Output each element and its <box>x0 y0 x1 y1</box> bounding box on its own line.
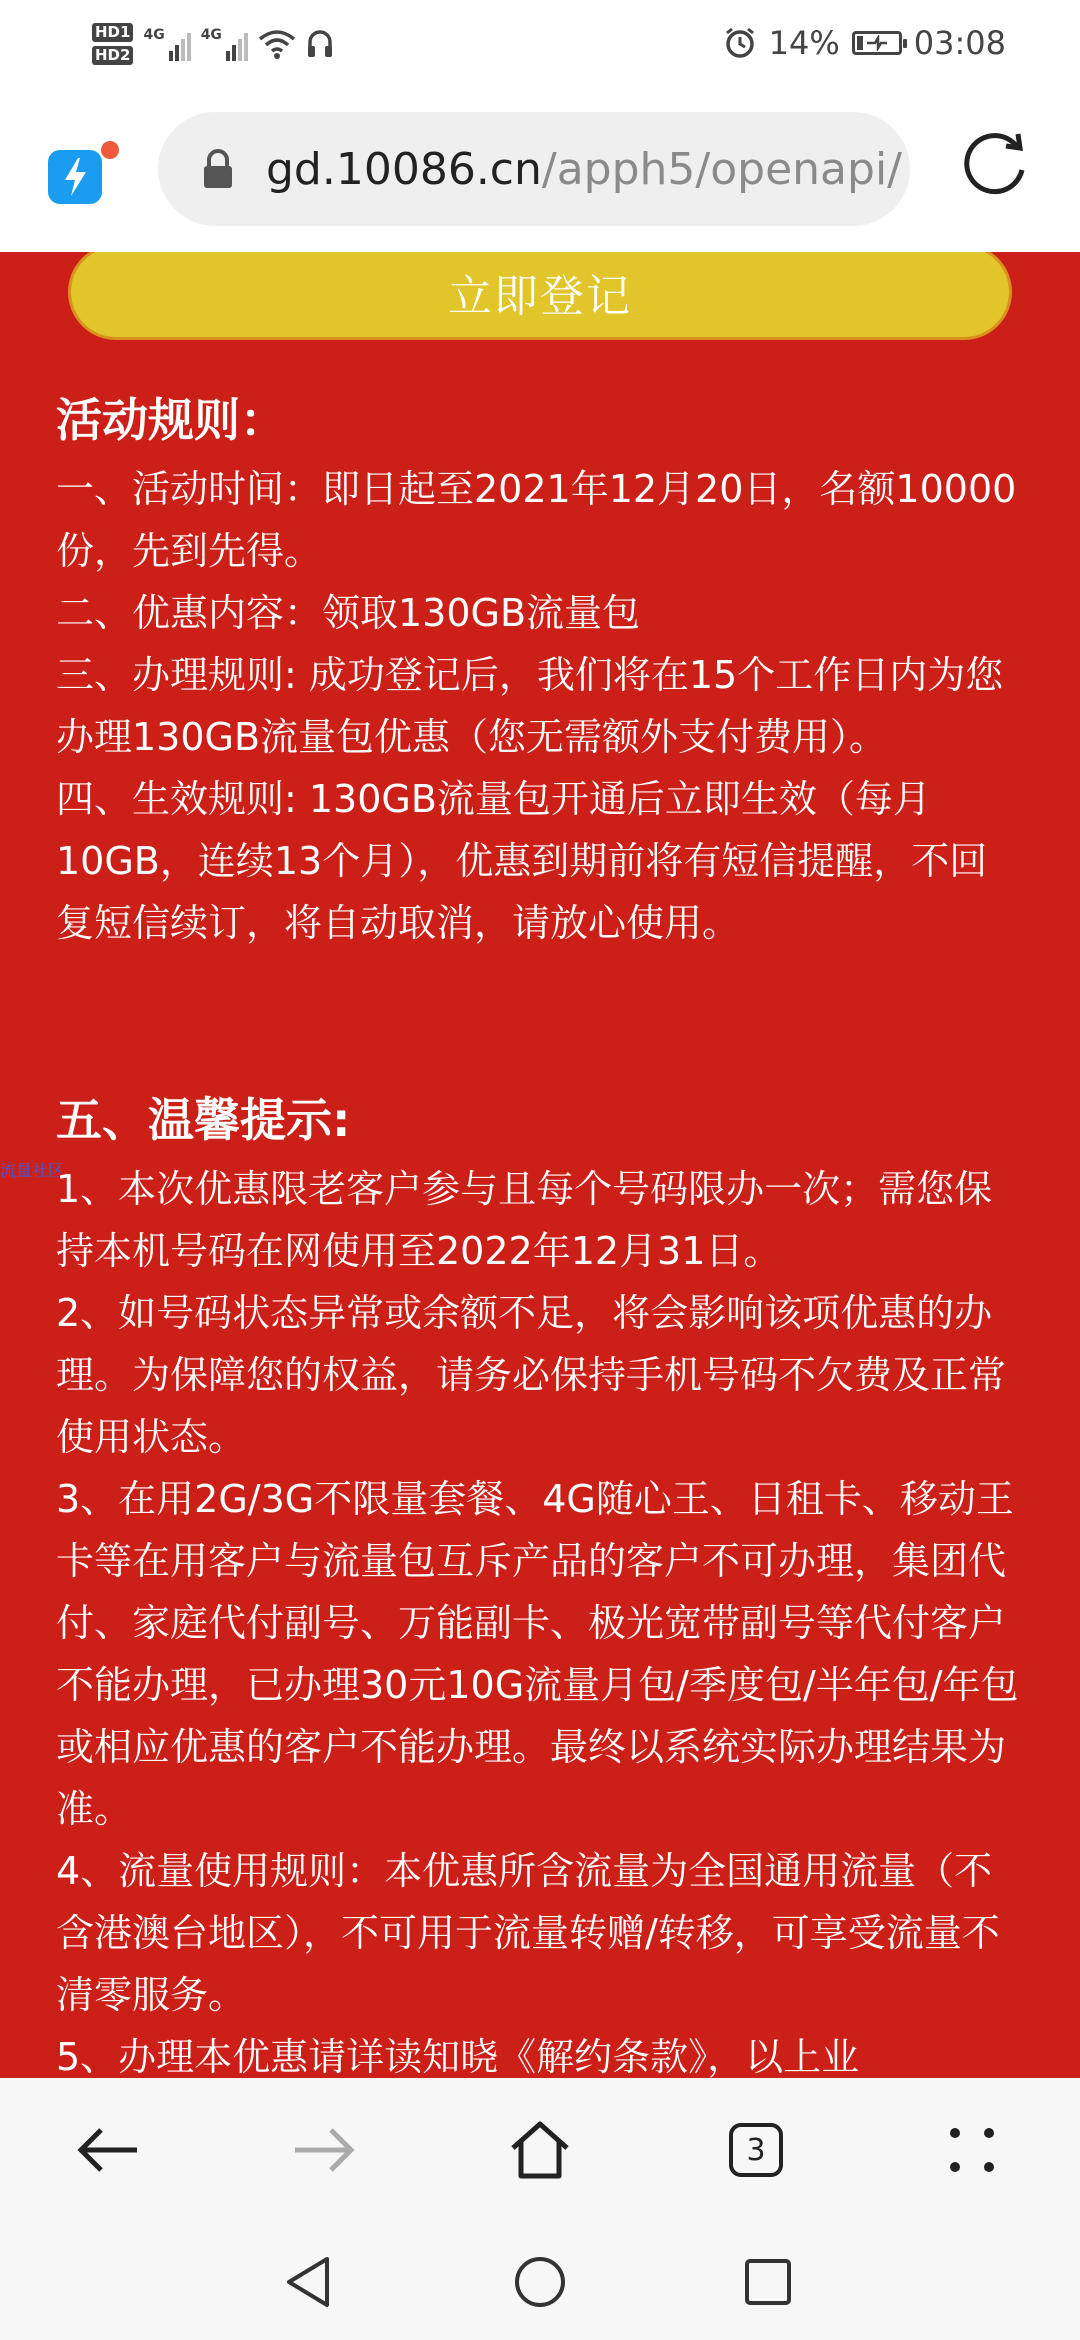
sim2-hd-badge: HD2 <box>92 46 133 65</box>
rule-item: 三、办理规则: 成功登记后，我们将在15个工作日内为您办理130GB流量包优惠（您无需额外支付费用）。 <box>56 653 1004 759</box>
nav-back-button[interactable] <box>276 2250 340 2314</box>
watermark-text: 流量社区 <box>0 1161 65 1180</box>
sim1-signal-icon <box>143 27 190 61</box>
sim1-network-type: 4G <box>143 27 165 43</box>
battery-fill <box>857 36 863 50</box>
sim-indicators <box>92 23 133 65</box>
status-right <box>723 18 1006 68</box>
sim1-hd-badge: HD1 <box>92 23 133 42</box>
tabs-button[interactable] <box>716 2110 796 2190</box>
browser-logo-icon[interactable] <box>48 140 120 208</box>
home-button[interactable] <box>500 2110 580 2190</box>
rule-item: 二、优惠内容：领取130GB流量包 <box>56 591 641 635</box>
menu-button[interactable] <box>932 2110 1012 2190</box>
nav-home-button[interactable] <box>508 2250 572 2314</box>
clock: 03:08 <box>913 24 1006 62</box>
back-button[interactable] <box>68 2110 148 2190</box>
battery-percent: 14% <box>768 24 840 62</box>
browser-address-area <box>0 90 1080 252</box>
tip-item: 3、在用2G/3G不限量套餐、4G随心王、日租卡、移动王卡等在用客户与流量包互斥产品的客户不可办理，集团代付、家庭代付副号、万能副卡、极光宽带副号等代付客户不能办理，已办理30元10G流量月包/季度包/半年包/年包或相应优惠的客户不能办理。最终以系统实际办理结果为准。 <box>56 1477 1019 1831</box>
headset-icon <box>306 28 334 60</box>
url-bar[interactable] <box>158 112 910 226</box>
tip-item: 2、如号码状态异常或余额不足，将会影响该项优惠的办理。为保障您的权益，请务必保持手机号码不欠费及正常使用状态。 <box>56 1291 1007 1459</box>
activity-rules-section <box>56 382 1024 954</box>
status-left <box>92 14 334 74</box>
square-recents-icon <box>743 2257 793 2307</box>
tab-count-badge: 3 <box>729 2123 783 2177</box>
tip-item: 1、本次优惠限老客户参与且每个号码限办一次；需您保持本机号码在网使用至2022年12月31日。 <box>56 1167 993 1273</box>
register-button[interactable]: 立即登记 <box>68 252 1012 340</box>
sim2-signal-icon <box>201 27 248 61</box>
sim2-network-type: 4G <box>200 27 222 43</box>
circle-home-icon <box>512 2254 568 2310</box>
url-host: gd.10086.cn <box>266 143 542 195</box>
url-path: /apph5/openapi/ <box>541 143 902 195</box>
wifi-icon <box>258 27 296 61</box>
rule-item: 四、生效规则: 130GB流量包开通后立即生效（每月10GB，连续13个月），优惠到期前将有短信提醒，不回复短信续订，将自动取消，请放心使用。 <box>56 777 988 945</box>
reload-icon[interactable] <box>958 126 1034 202</box>
forward-button[interactable] <box>284 2110 364 2190</box>
tip-item: 4、流量使用规则：本优惠所含流量为全国通用流量（不含港澳台地区），不可用于流量转赠/转移，可享受流量不清零服务。 <box>56 1849 1000 2017</box>
system-navigation-bar <box>0 2224 1080 2340</box>
alarm-icon <box>723 26 757 60</box>
url-text[interactable] <box>266 144 902 195</box>
battery-icon <box>852 31 902 55</box>
arrow-right-icon <box>291 2125 357 2175</box>
page-content[interactable] <box>0 252 1080 2078</box>
home-icon <box>507 2118 573 2182</box>
rule-item: 一、活动时间：即日起至2021年12月20日，名额10000份，先到先得。 <box>56 467 1017 573</box>
lock-icon <box>200 147 236 191</box>
tip-item: 5、办理本优惠请详读知晓《解约条款》，以上业 <box>56 2035 860 2078</box>
status-bar <box>0 0 1080 90</box>
tips-heading: 五、温馨提示: <box>56 1093 351 1147</box>
arrow-left-icon <box>75 2125 141 2175</box>
triangle-back-icon <box>283 2255 333 2309</box>
tips-section <box>56 1082 1024 2078</box>
nav-recents-button[interactable] <box>736 2250 800 2314</box>
browser-toolbar <box>0 2078 1080 2224</box>
rules-heading: 活动规则： <box>56 393 286 447</box>
more-dots-icon <box>947 2125 997 2175</box>
